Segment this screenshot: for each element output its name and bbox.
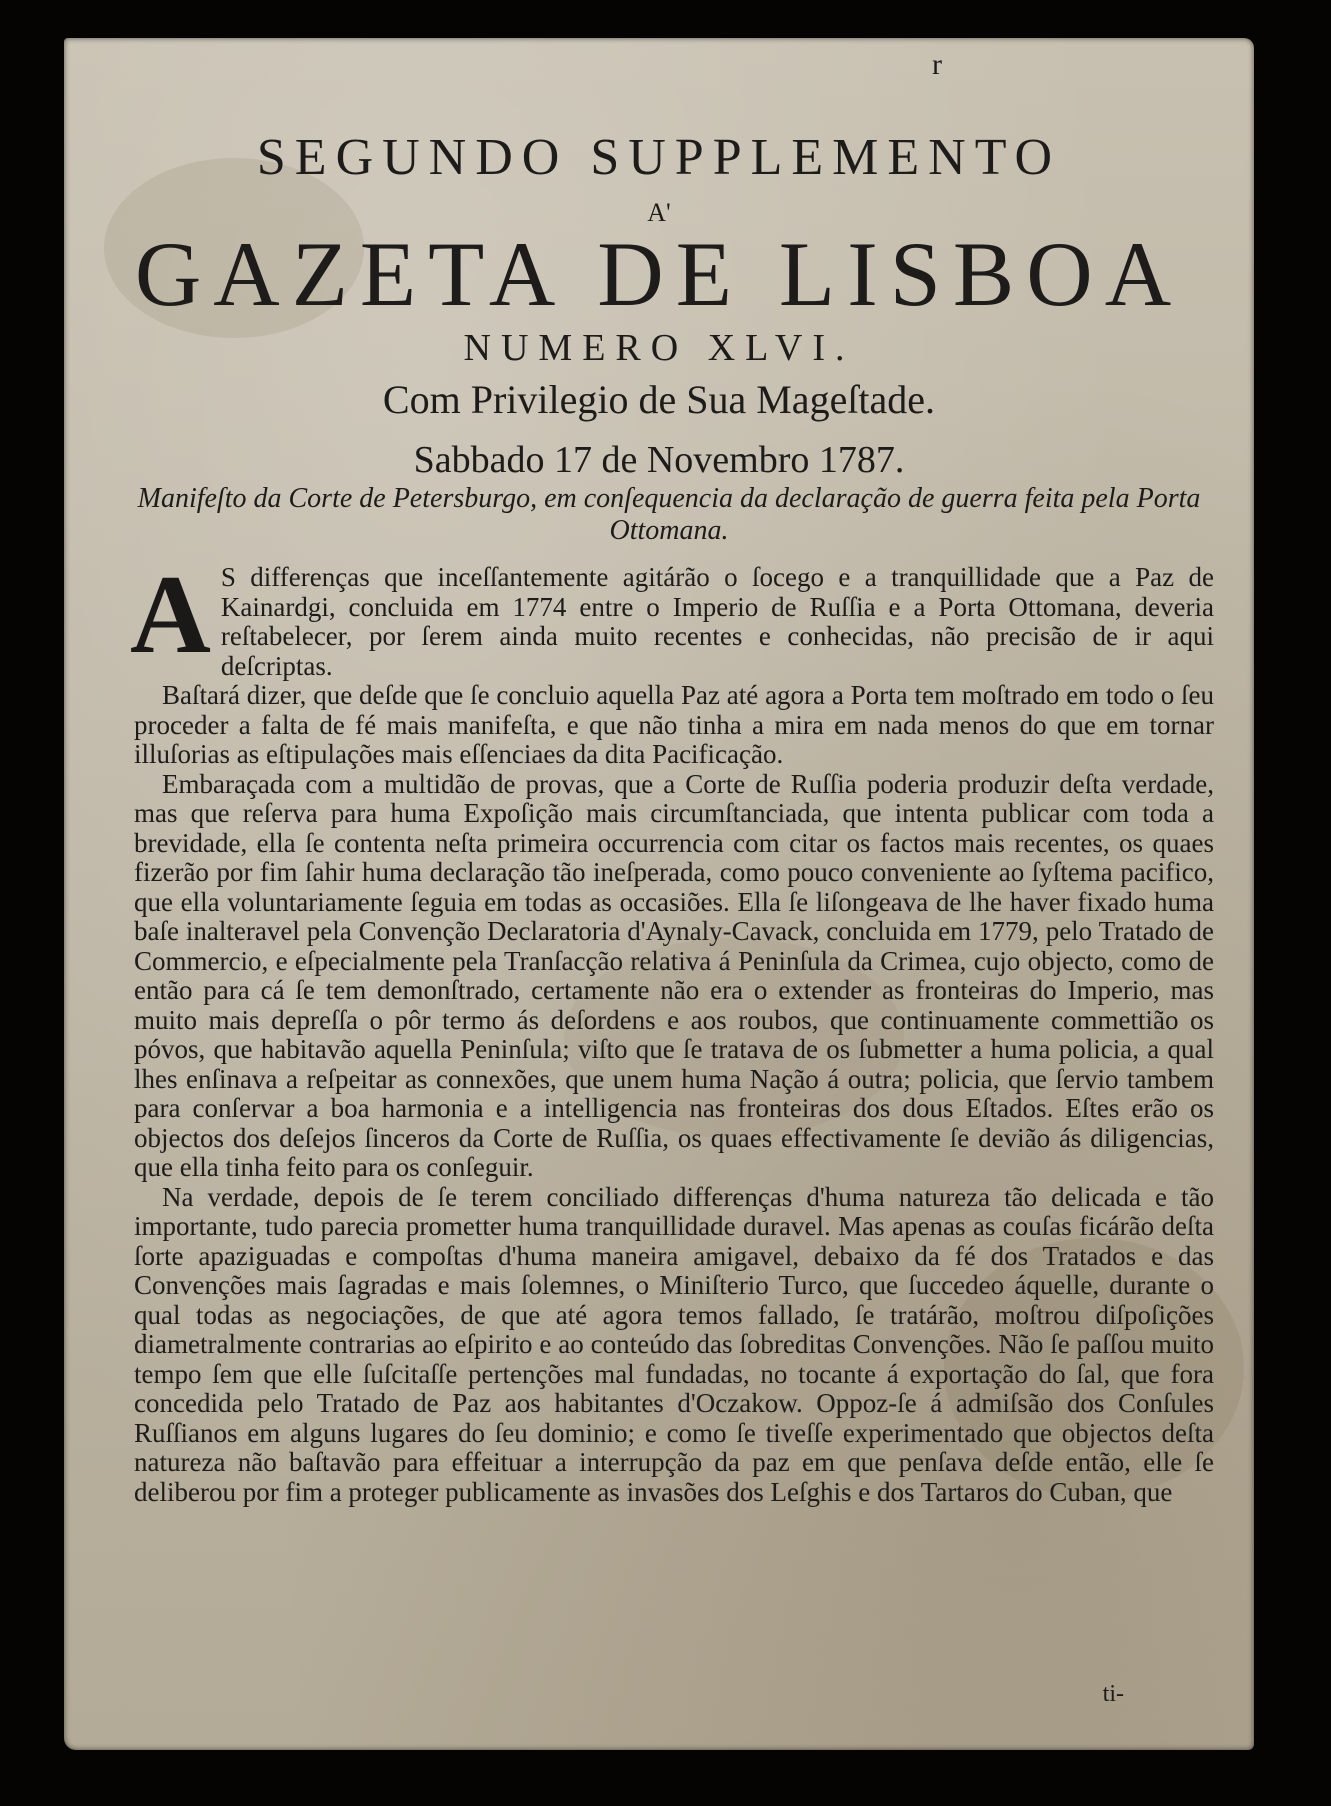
masthead-number: NUMERO XLVI. — [463, 327, 855, 369]
article-body — [130, 553, 1214, 1507]
masthead-privilege: Com Privilegio de Sua Mageſtade. — [382, 377, 936, 422]
masthead-title: GAZETA DE LISBOA — [134, 223, 1184, 325]
masthead-supplement: SEGUNDO SUPPLEMENTO — [256, 129, 1062, 186]
article-paragraph: Na verdade, depois de ſe terem conciliado differenças d'huma natureza tão delicada e tão importante, tudo parecia prometter huma tranquillidade duravel. Mas apenas as couſas ficárão deſta ſorte apaziguadas e compoſtas d'huma maneira amigavel, debaixo da fé dos Tratados e das Convenções mais ſagradas e mais ſolemnes, o Miniſterio Turco, que ſuccedeo áquelle, durante o qual todas as negociações, de que até agora temos fallado, ſe tratárão, moſtrou diſpoſições diametralmente contrarias ao eſpirito e ao conteúdo das ſobreditas Convenções. Não ſe paſſou muito tempo ſem que elle ſuſcitaſſe pertenções mal fundadas, no tocante á exportação do ſal, que fora concedida pelo Tratado de Paz aos habitantes d'Oczakow. Oppoz-ſe á admiſsão dos Conſules Ruſſianos em alguns lugares do ſeu dominio; e como ſe tiveſſe experimentado que objectos deſta natureza não baſtavão para effeituar a interrupção da paz em que penſava deſde então, elle ſe deliberou por fim a proteger publicamente as invasões dos Leſghis e dos Tartaros do Cuban, que — [134, 1181, 1214, 1507]
article-paragraph: Baſtará dizer, que deſde que ſe concluio aquella Paz até agora a Porta tem moſtrado em todo o ſeu proceder a falta de fé mais manifeſta, e que não tinha a mira em nada menos do que em tornar illuſorias as eſtipulações mais eſſenciaes da dita Pacificação. — [134, 680, 1214, 769]
article-heading: Manifeſto da Corte de Petersburgo, em conſequencia da declaração de guerra feita pela Porta Ottomana. — [137, 483, 1201, 547]
drop-cap: A — [130, 553, 211, 677]
masthead-date: Sabbado 17 de Novembro 1787. — [413, 439, 905, 481]
article-paragraph: Embaraçada com a multidão de provas, que a Corte de Ruſſia poderia produzir deſta verdade, mas que reſerva para huma Expoſição mais circumſtanciada, que intenta publicar com toda a brevidade, ella ſe contenta neſta primeira occurrencia com citar os factos mais recentes, os quaes fizerão por fim ſahir huma declaração tão ineſperada, como pouco conveniente ao ſyſtema pacifico, que ella voluntariamente ſeguia em todas as occasiões. Ella ſe liſongeava de lhe haver fixado huma baſe inalteravel pela Convenção Declaratoria d'Aynaly-Cavack, concluida em 1779, pelo Tratado de Commercio, e eſpecialmente pela Tranſacção relativa á Peninſula da Crimea, cujo objecto, como de então para cá ſe tem demonſtrado, certamente não era o extender as fronteiras do Imperio, mas muito mais depreſſa o pôr termo ás deſordens e aos roubos, que continuamente commettião os póvos, que habitavão aquella Peninſula; viſto que ſe tratava de os ſubmetter a huma policia, a qual lhes enſinava a reſpeitar as connexões, que unem huma Nação á outra; policia, que ſervio tambem para conſervar a boa harmonia e a intelligencia nas fronteiras dos dous Eſtados. Eſtes erão os objectos dos deſejos ſinceros da Corte de Ruſſia, os quaes effectivamente ſe devião ás diligencias, que ella tinha feito para os conſeguir. — [134, 768, 1214, 1182]
newspaper-page — [64, 38, 1254, 1750]
catchword: ti- — [1102, 1681, 1124, 1707]
corner-mark: r — [932, 48, 942, 81]
article-paragraph: A S differenças que inceſſantemente agitárão o ſocego e a tranquillidade que a Paz de Kainardgi, concluida em 1774 entre o Imperio de Ruſſia e a Porta Ottomana, deveria reſtabelecer, por ſerem ainda muito recentes e conhecidas, não precisão de ir aqui deſcriptas. — [130, 553, 1214, 681]
masthead-preposition: A' — [647, 198, 671, 227]
